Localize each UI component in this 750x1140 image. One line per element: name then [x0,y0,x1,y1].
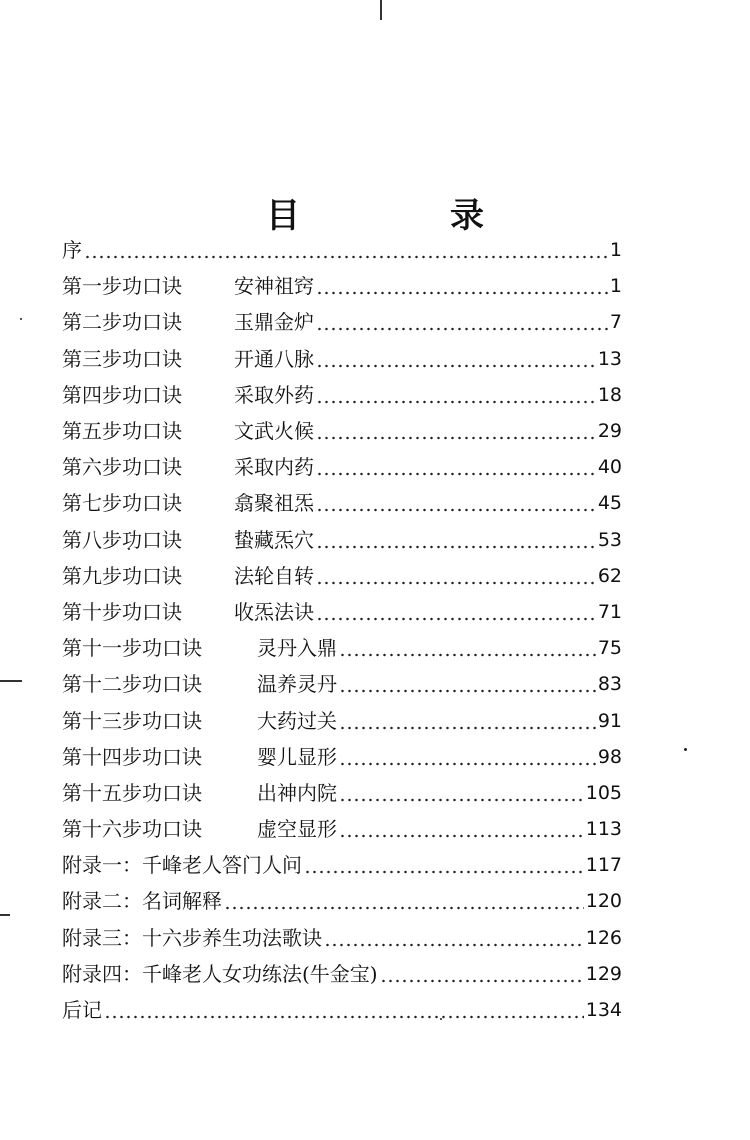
toc-entry-step: 附录二：名词解释 [62,889,222,914]
dot-leader [316,312,608,332]
toc-entry-name: 玉鼎金炉 [234,310,314,335]
toc-entry-page: 13 [597,347,622,370]
table-of-contents [62,232,622,1028]
toc-entry-page: 113 [585,818,622,841]
toc-entry-page: 45 [597,492,622,515]
toc-entry-page: 53 [597,528,622,551]
toc-entry-page: 62 [597,564,622,587]
toc-entry [62,775,622,811]
toc-entry-name: 采取内药 [234,455,314,480]
toc-entry [62,992,622,1028]
toc-entry-step: 第二步功口诀 [62,310,182,335]
toc-entry [62,377,622,413]
dot-leader [316,349,596,369]
dot-leader [339,819,584,839]
toc-entry-step: 第六步功口诀 [62,455,182,480]
toc-entry-step: 第十五步功口诀 [62,780,202,805]
toc-entry-page: 129 [585,962,622,985]
toc-entry [62,304,622,340]
dot-leader [316,276,608,296]
toc-entry [62,956,622,992]
toc-entry-name: 蛰藏炁穴 [234,527,314,552]
dot-leader [316,566,596,586]
toc-entry [62,630,622,666]
toc-entry [62,920,622,956]
scan-speck [20,318,22,320]
dot-leader [339,638,596,658]
dot-leader [339,747,596,767]
toc-entry-name: 大药过关 [257,708,337,733]
dot-leader [316,385,596,405]
toc-entry [62,666,622,702]
toc-entry-page: 75 [597,637,622,660]
scan-mark [0,680,22,682]
toc-entry-page: 83 [597,673,622,696]
toc-entry-step: 附录四：千峰老人女功练法(牛金宝) [62,961,378,986]
dot-leader [316,530,596,550]
toc-entry-step: 第十四步功口诀 [62,744,202,769]
toc-entry-page: 126 [585,926,622,949]
toc-entry-name: 开通八脉 [234,346,314,371]
toc-entry [62,268,622,304]
toc-entry-name: 翕聚祖炁 [234,491,314,516]
toc-entry-step: 第十六步功口诀 [62,817,202,842]
toc-entry-name: 灵丹入鼎 [257,636,337,661]
toc-entry [62,847,622,883]
toc-entry-step: 第十二步功口诀 [62,672,202,697]
toc-entry-step: 第八步功口诀 [62,527,182,552]
dot-leader [324,928,584,948]
scan-mark [380,0,382,20]
toc-entry [62,811,622,847]
toc-entry [62,702,622,738]
toc-entry-step: 第十一步功口诀 [62,636,202,661]
toc-entry-page: 117 [585,854,622,877]
toc-entry-step: 后记 [62,998,102,1023]
toc-entry [62,883,622,919]
dot-leader [224,891,584,911]
toc-entry-name: 出神内院 [257,780,337,805]
dot-leader [316,421,596,441]
toc-entry-page: 71 [597,600,622,623]
toc-entry-step: 第一步功口诀 [62,274,182,299]
toc-entry [62,558,622,594]
toc-entry-name: 文武火候 [234,419,314,444]
toc-entry-name: 安神祖窍 [234,274,314,299]
toc-entry-page: 120 [585,890,622,913]
toc-entry-page: 105 [585,781,622,804]
toc-entry-step: 第十步功口诀 [62,599,182,624]
toc-entry-page: 1 [609,275,622,298]
toc-entry-page: 134 [585,999,622,1022]
dot-leader [316,602,596,622]
toc-entry-page: 18 [597,383,622,406]
toc-entry-name: 婴儿显形 [257,744,337,769]
scan-speck [684,748,687,751]
toc-entry [62,485,622,521]
toc-entry-step: 第三步功口诀 [62,346,182,371]
toc-entry [62,522,622,558]
dot-leader [316,457,596,477]
toc-entry-step: 附录三：十六步养生功法歌诀 [62,925,322,950]
dot-leader [304,855,584,875]
toc-entry-step: 第五步功口诀 [62,419,182,444]
toc-entry-name: 采取外药 [234,382,314,407]
dot-leader [316,493,596,513]
dot-leader [380,964,584,984]
toc-entry-page: 7 [609,311,622,334]
page-title: 目 录 [266,195,542,236]
toc-entry-page: 1 [609,239,622,262]
toc-entry [62,413,622,449]
toc-entry [62,341,622,377]
toc-entry-page: 98 [597,745,622,768]
toc-entry-name: 温养灵丹 [257,672,337,697]
toc-entry-step: 附录一：千峰老人答门人问 [62,853,302,878]
toc-entry-name: 法轮自转 [234,563,314,588]
toc-entry-step: 第十三步功口诀 [62,708,202,733]
toc-entry-page: 40 [597,456,622,479]
toc-entry-name: 虚空显形 [257,817,337,842]
toc-entry-page: 91 [597,709,622,732]
toc-entry-step: 第七步功口诀 [62,491,182,516]
toc-entry-step: 第四步功口诀 [62,382,182,407]
toc-entry [62,594,622,630]
dot-leader [104,1000,584,1020]
dot-leader [339,674,596,694]
dot-leader [84,240,608,260]
scan-mark [0,914,10,916]
toc-entry [62,449,622,485]
toc-entry-step: 序 [62,238,82,263]
dot-leader [339,711,596,731]
toc-entry-page: 29 [597,420,622,443]
toc-entry [62,739,622,775]
dot-leader [339,783,584,803]
toc-entry [62,232,622,268]
toc-entry-step: 第九步功口诀 [62,563,182,588]
toc-entry-name: 收炁法诀 [234,599,314,624]
